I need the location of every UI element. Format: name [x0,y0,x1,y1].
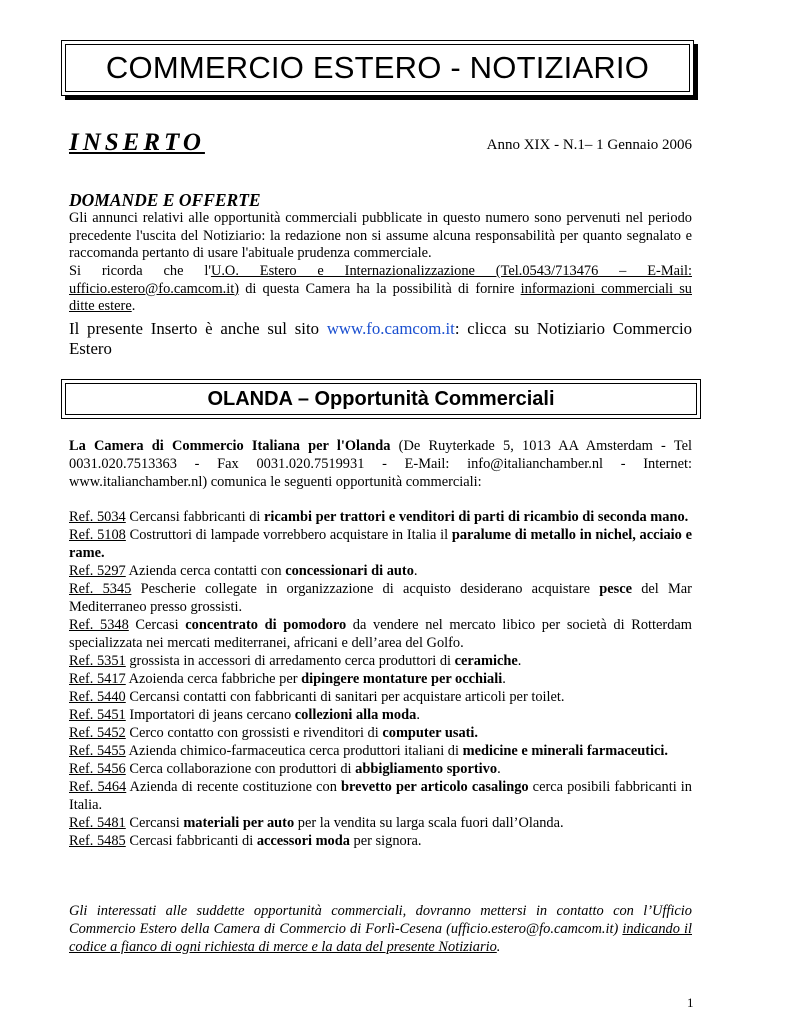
olanda-title: OLANDA – Opportunità Commerciali [207,387,555,410]
ref-highlight: paralume di metallo in nichel, acciaio e rame. [69,527,692,561]
ref-code: Ref. 5452 [69,725,126,741]
ref-item [69,670,692,688]
ref-text-end: per la vendita su larga scala fuori dall’Olanda. [294,815,564,831]
intro-paragraph [69,210,692,263]
ref-text: Costruttori di lampade vorrebbero acquistare in Italia il [125,527,452,543]
ref-item [69,706,692,724]
chamber-paragraph [69,437,692,491]
ref-text: Cercansi [125,815,184,831]
ref-text: Azienda di recente costituzione con [126,779,341,795]
ref-item [69,814,692,832]
uo-estero-link[interactable]: U.O. Estero e Internazionalizzazione (Tel.0543/713476 – E-Mail: ufficio.estero@fo.camcom.it) [69,263,692,297]
ref-code: Ref. 5297 [69,563,126,579]
ref-item [69,724,692,742]
ref-highlight: collezioni alla moda [294,707,417,723]
ref-text-end: del Mar Mediterraneo presso grossisti. [69,581,692,615]
ref-code: Ref. 5034 [69,509,126,525]
ref-text-end: . [502,671,506,687]
olanda-title-box [61,379,701,419]
contact-text-b: di questa Camera ha la possibilità di fornire [239,280,521,297]
ref-item [69,652,692,670]
ref-code: Ref. 5417 [69,671,126,687]
ref-item [69,778,692,814]
ref-code: Ref. 5440 [69,689,126,705]
website-paragraph [69,319,692,359]
ref-code: Ref. 5456 [69,761,126,777]
ref-item [69,562,692,580]
ref-text-end: . [497,761,501,777]
ref-text-end: . [413,563,418,579]
ref-list [69,508,692,850]
chamber-info: (De Ruyterkade 5, 1013 AA Amsterdam - Tel 0031.020.7513363 - Fax 0031.020.7519931 - E-Mail: info@italianchamber.nl - Internet: www.italianchamber.nl) comunica le seguenti opportunità commerciali: [69,438,692,490]
closing-text: Gli interessati alle suddette opportunità commerciali, dovranno mettersi in contatto con l’Ufficio Commercio Estero della Camera di Commercio di Forlì-Cesena (ufficio.estero@fo.camcom.it) [69,903,692,937]
page-number: 1 [687,995,694,1010]
intro-text: Gli annunci relativi alle opportunità commerciali pubblicate in questo numero sono pervenuti nel periodo precedente l'uscita del Notiziario: la redazione non si assume alcuna responsabilità per quanto segnalato e raccomanda pertanto di usare l'abituale prudenza commerciale. [69,210,692,261]
ref-highlight: accessori moda [256,833,350,849]
ref-code: Ref. 5108 [69,527,126,543]
ref-text: Azienda chimico-farmaceutica cerca produttori italiani di [125,743,463,759]
ref-highlight: concessionari di auto [285,563,414,579]
ref-item [69,616,692,652]
ref-code: Ref. 5351 [69,653,126,669]
website-text-a: Il presente Inserto è anche sul sito [69,319,327,338]
ref-highlight: computer usati. [382,725,479,741]
ref-text: Importatori di jeans cercano [125,707,295,723]
website-link[interactable]: www.fo.camcom.it [326,319,455,338]
ref-highlight: pesce [599,581,632,597]
ref-item [69,688,692,706]
ref-item [69,760,692,778]
info-commerciali-link[interactable]: informazioni commerciali su ditte estere [69,280,692,314]
ref-highlight: ricambi per trattori e venditori di parti di ricambio di seconda mano. [264,509,689,525]
ref-text-end: da vendere nel mercato libico per società di Rotterdam specializzata nei mercati mediterranei, africani e dell’area del Golfo. [69,617,692,651]
ref-text-end: per signora. [349,833,422,849]
ref-code: Ref. 5451 [69,707,126,723]
ref-highlight: concentrato di pomodoro [185,617,347,633]
ref-text-end: cerca posibili fabbricanti in Italia. [69,779,692,813]
ref-code: Ref. 5485 [69,833,126,849]
ref-text: Cercasi [128,617,186,633]
ref-code: Ref. 5464 [69,779,127,795]
newsletter-title-box [61,40,694,96]
ref-text: Pescherie collegate in organizzazione di acquisto desiderano acquistare [131,581,600,597]
inserto-heading: INSERTO [69,129,205,156]
ref-item [69,580,692,616]
issue-date: Anno XIX - N.1– 1 Gennaio 2006 [486,137,692,153]
contact-paragraph [69,263,692,316]
ref-text: Cerca collaborazione con produttori di [125,761,356,777]
ref-highlight: abbigliamento sportivo [355,761,498,777]
ref-text-end: . [416,707,420,723]
closing-end: . [496,939,501,955]
contact-text-c: . [131,298,136,314]
ref-code: Ref. 5345 [69,581,132,597]
ref-text: Azoienda cerca fabbriche per [125,671,302,687]
ref-text: grossista in accessori di arredamento cerca produttori di [125,653,455,669]
ref-item [69,742,692,760]
section-heading: DOMANDE E OFFERTE [69,190,261,210]
ref-text: Cerco contatto con grossisti e rivenditori di [125,725,383,741]
ref-code: Ref. 5348 [69,617,129,633]
ref-highlight: medicine e minerali farmaceutici. [462,743,668,759]
ref-text: Azienda cerca contatti con [125,563,286,579]
website-text-b: : clicca su Notiziario Commercio Estero [69,319,693,358]
ref-text: Cercasi fabbricanti di [125,833,257,849]
ref-text-end: . [517,653,522,669]
newsletter-title: COMMERCIO ESTERO - NOTIZIARIO [105,50,650,85]
ref-text: Cercansi fabbricanti di [125,509,265,525]
ref-highlight: brevetto per articolo casalingo [341,779,529,795]
chamber-name: La Camera di Commercio Italiana per l'Olanda [69,438,391,454]
ref-highlight: ceramiche [454,653,518,669]
ref-highlight: materiali per auto [183,815,295,831]
ref-text: Cercansi contatti con fabbricanti di sanitari per acquistare articoli per toilet. [125,689,565,705]
ref-code: Ref. 5455 [69,743,126,759]
ref-highlight: dipingere montature per occhiali [301,671,503,687]
ref-item [69,832,692,850]
contact-text-a: Si ricorda che l' [69,263,211,279]
ref-code: Ref. 5481 [69,815,126,831]
ref-item [69,508,692,526]
ref-item [69,526,692,562]
closing-paragraph [69,902,692,956]
closing-underlined: indicando il codice a fianco di ogni richiesta di merce e la data del presente Notiziario [69,921,692,955]
